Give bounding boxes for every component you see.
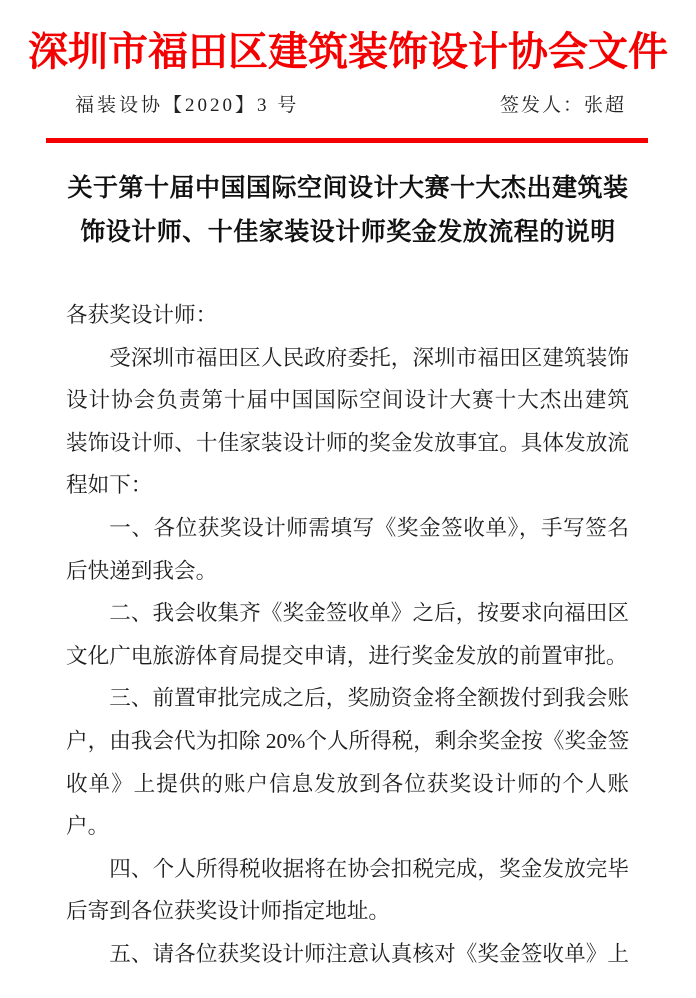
body-line: 三、前置审批完成之后，奖励资金将全额拨付到我会账 <box>109 686 629 711</box>
body-line: 后快递到我会。 <box>66 558 218 583</box>
body-line: 各获奖设计师： <box>66 303 218 327</box>
body-line: 程如下： <box>66 473 153 498</box>
body-line: 收单》上提供的账户信息发放到各位获奖设计师的个人账 <box>66 771 629 796</box>
body-line: 一、各位获奖设计师需填写《奖金签收单》，手写签名 <box>109 515 629 540</box>
document-title-line1: 关于第十届中国国际空间设计大赛十大杰出建筑装 <box>67 175 629 202</box>
body-line: 四、个人所得税收据将在协会扣税完成，奖金发放完毕 <box>109 856 629 881</box>
document-title <box>65 167 631 255</box>
body-line: 受深圳市福田区人民政府委托，深圳市福田区建筑装饰 <box>109 345 629 370</box>
body-line: 设计协会负责第十届中国国际空间设计大赛十大杰出建筑 <box>66 388 629 413</box>
body-line: 户，由我会代为扣除 20%个人所得税，剩余奖金按《奖金签 <box>66 728 630 753</box>
document-body <box>66 294 629 976</box>
document-number: 福装设协【2020】3 号 <box>75 95 300 116</box>
body-line: 文化广电旅游体育局提交申请，进行奖金发放的前置审批。 <box>66 643 628 668</box>
red-divider-line <box>46 138 648 143</box>
body-line: 装饰设计师、十佳家装设计师的奖金发放事宜。具体发放流 <box>66 430 629 455</box>
issuer-name: 签发人：张超 <box>499 95 626 116</box>
body-line: 后寄到各位获奖设计师指定地址。 <box>66 899 390 924</box>
document-header-title: 深圳市福田区建筑装饰设计协会文件 <box>28 29 668 74</box>
document-title-line2: 饰设计师、十佳家装设计师奖金发放流程的说明 <box>80 219 616 246</box>
body-line: 五、请各位获奖设计师注意认真核对《奖金签收单》上 <box>109 941 629 966</box>
document-meta-row <box>75 93 626 119</box>
body-line: 二、我会收集齐《奖金签收单》之后，按要求向福田区 <box>109 601 629 626</box>
body-line: 户。 <box>66 814 110 839</box>
